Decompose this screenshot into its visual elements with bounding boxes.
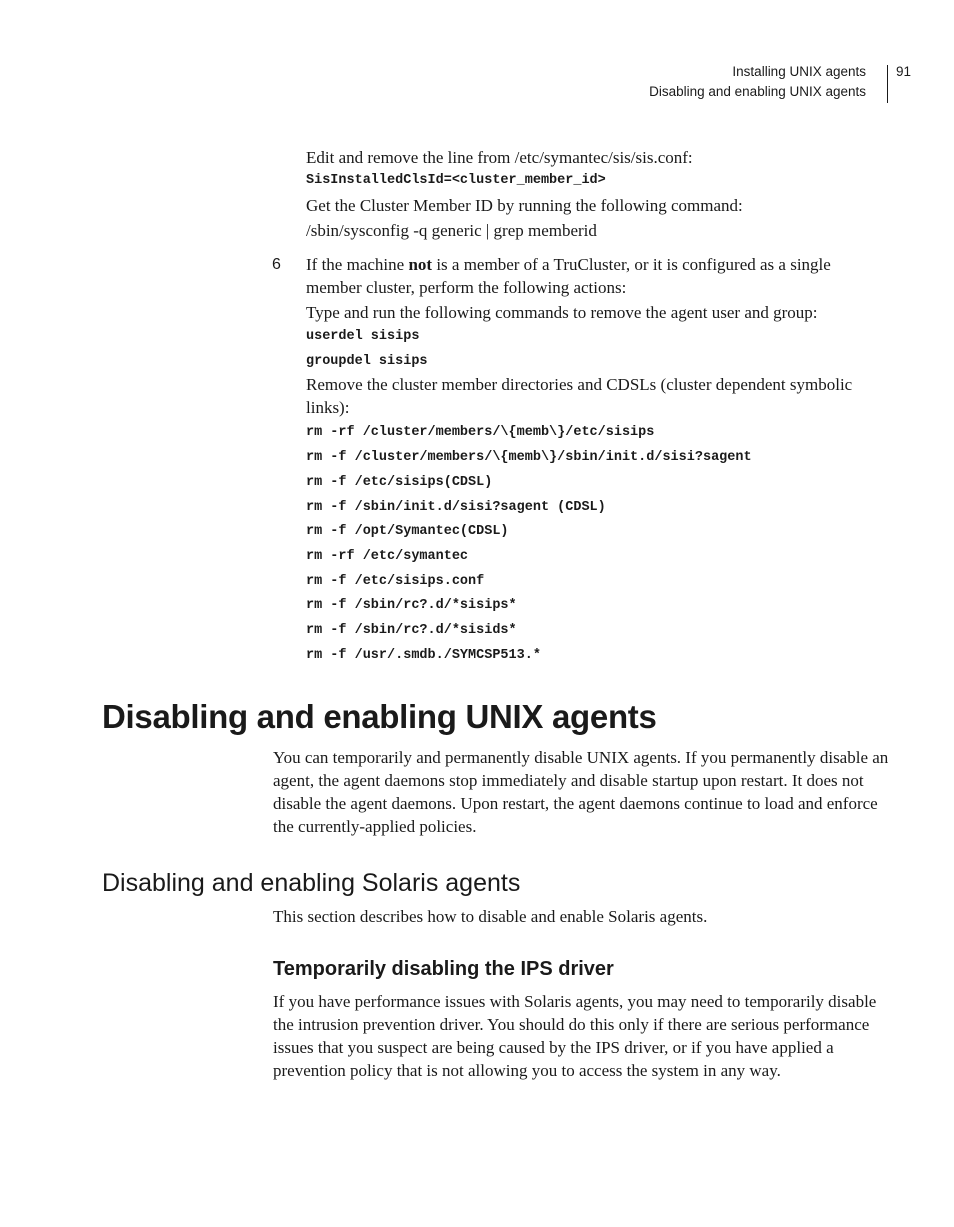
header-section: Disabling and enabling UNIX agents xyxy=(649,84,866,99)
rm-cmd: rm -f /usr/.smdb./SYMCSP513.* xyxy=(306,647,541,663)
rm-cmd: rm -rf /cluster/members/\{memb\}/etc/sisips xyxy=(306,425,655,441)
subsubsection-body-text: If you have performance issues with Solaris agents, you may need to temporarily disable the intrusion prevention driver. You should do this only if there are serious performance issues that you suspect are being caused by the IPS driver, or if you have applied a prevention policy that is not allowing you to access the system in any way. xyxy=(273,992,877,1080)
rm-cmd: rm -f /etc/sisips(CDSL) xyxy=(306,474,493,490)
step6-type-run: Type and run the following commands to remove the agent user and group: xyxy=(306,303,818,322)
rm-cmd: rm -f /cluster/members/\{memb\}/sbin/init.d/sisi?sagent xyxy=(306,450,752,466)
rm-cmd: rm -f /opt/Symantec(CDSL) xyxy=(306,524,509,540)
subsubsection-title: Temporarily disabling the IPS driver xyxy=(273,958,614,980)
section-title: Disabling and enabling UNIX agents xyxy=(102,698,657,735)
section-body xyxy=(273,746,889,838)
user-cmd: userdel sisips xyxy=(306,329,420,344)
step6-remove-text: Remove the cluster member directories and CDSLs (cluster dependent symbolic links): xyxy=(306,375,853,418)
subsection-body-text: This section describes how to disable and enable Solaris agents. xyxy=(273,907,708,926)
header-divider xyxy=(887,65,888,103)
step6-text-bold: not xyxy=(408,255,433,274)
rm-cmd: rm -f /sbin/rc?.d/*sisips* xyxy=(306,598,517,614)
subsection-body xyxy=(273,905,889,928)
intro-code-line: SisInstalledClsId=<cluster_member_id> xyxy=(306,173,606,188)
subsection-title: Disabling and enabling Solaris agents xyxy=(102,869,521,897)
header-chapter: Installing UNIX agents xyxy=(732,64,866,79)
rm-cmd: rm -rf /etc/symantec xyxy=(306,548,469,564)
user-cmd: groupdel sisips xyxy=(306,353,428,369)
running-header xyxy=(649,62,876,102)
rm-cmd: rm -f /etc/sisips.conf xyxy=(306,573,485,589)
step6-text xyxy=(306,253,886,299)
page-number: 91 xyxy=(896,64,912,79)
step-number: 6 xyxy=(272,256,281,273)
rm-cmd-list xyxy=(306,421,886,668)
step6-block xyxy=(306,253,886,668)
intro-block xyxy=(306,146,886,242)
step6-text-before: If the machine xyxy=(306,255,409,274)
intro-edit-line: Edit and remove the line from /etc/symantec/sis/sis.conf: xyxy=(306,148,693,167)
subsubsection-body xyxy=(273,990,889,1082)
intro-get-id: Get the Cluster Member ID by running the following command: xyxy=(306,195,743,215)
section-body-text: You can temporarily and permanently disable UNIX agents. If you permanently disable an agent, the agent daemons stop immediately and disable startup upon restart. It does not disable the agent daemons. Upon restart, the agent daemons continue to load and enforce the currently-applied policies. xyxy=(273,748,889,836)
rm-cmd: rm -f /sbin/init.d/sisi?sagent (CDSL) xyxy=(306,499,606,515)
step6-text-after: is a member of a TruCluster, or it is configured as a single member cluster, perform the following actions: xyxy=(306,255,831,297)
rm-cmd: rm -f /sbin/rc?.d/*sisids* xyxy=(306,623,517,639)
intro-get-id-cmd: /sbin/sysconfig -q generic | grep memberid xyxy=(306,220,597,240)
